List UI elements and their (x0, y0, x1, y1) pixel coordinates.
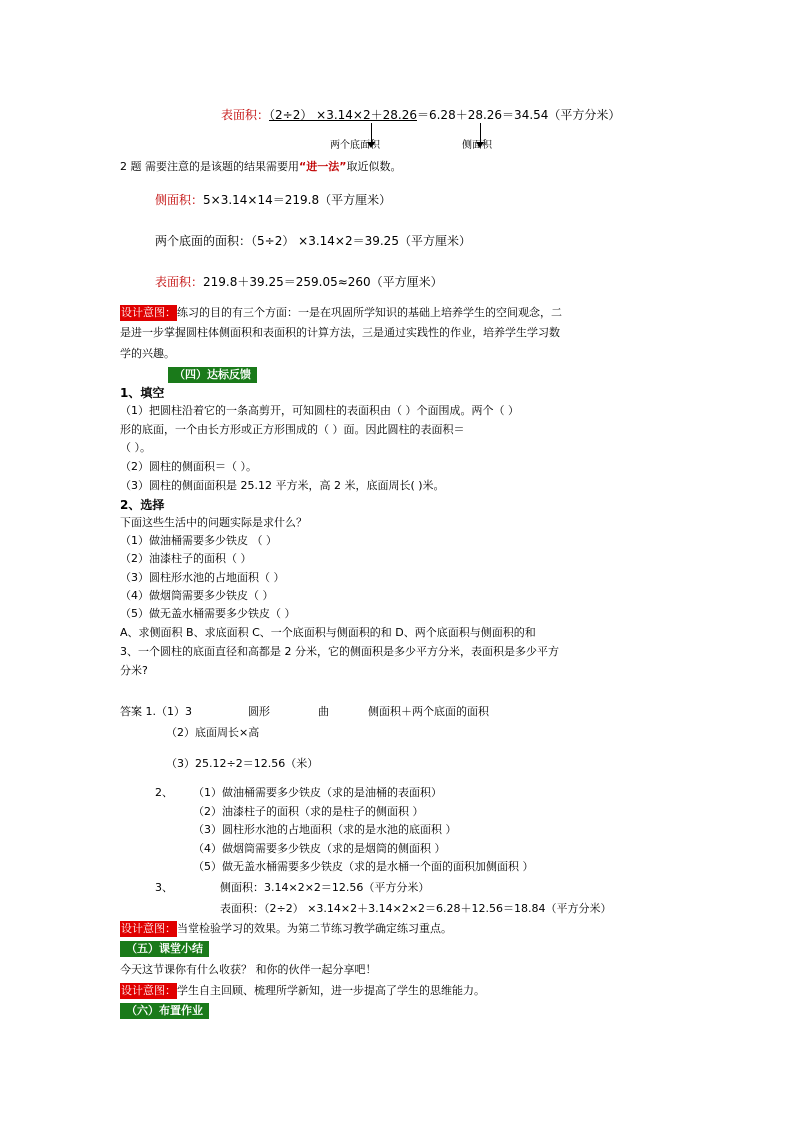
q2-lateral-label: 侧面积： (155, 193, 204, 207)
q2-surface (155, 274, 443, 290)
answer-1-2: （2）底面周长×高 (166, 726, 260, 739)
design-intent-2-text: 当堂检验学习的效果。为第二节练习教学确定练习重点。 (177, 922, 452, 935)
choice-item-5: （5）做无盖水桶需要多少铁皮（ ） (120, 607, 296, 620)
fill-line-1: （1）把圆柱沿着它的一条高剪开，可知圆柱的表面积由（ ）个面围成。两个（ ） (120, 404, 519, 417)
section-5-heading (120, 941, 209, 957)
choice-item-4: （4）做烟筒需要多少铁皮（ ） (120, 589, 274, 602)
design-intent-3-tag: 设计意图： (121, 984, 176, 997)
design-intent-1-line3: 学的兴趣。 (120, 347, 175, 360)
answer-2-1: （1）做油桶需要多少铁皮（求的是油桶的表面积） (193, 786, 442, 799)
answer-3-num: 3、 (155, 881, 173, 894)
fill-line-5: （3）圆柱的侧面面积是 25.12 平方米，高 2 米，底面周长( )米。 (120, 479, 445, 492)
q2-surface-label: 表面积： (155, 275, 204, 289)
q2-intro-text: 2 题 需要注意的是该题的结果需要用 (120, 160, 299, 173)
q2-surface-value: 219.8＋39.25＝259.05≈260（平方厘米） (203, 275, 443, 289)
q2-intro (120, 159, 401, 175)
annotation-two-bases: 两个底面积 (330, 140, 380, 151)
annotation-lateral: 侧面积 (462, 140, 492, 151)
answer-1-d: 侧面积＋两个底面的面积 (368, 705, 489, 718)
choice-item-3: （3）圆柱形水池的占地面积（ ） (120, 571, 285, 584)
choice-item-2: （2）油漆柱子的面积（ ） (120, 552, 252, 565)
design-intent-2 (120, 921, 452, 937)
fill-line-3: （ ）。 (120, 441, 151, 454)
answer-1-3: （3）25.12÷2＝12.56（米） (166, 757, 319, 770)
q2-lateral-value: 5×3.14×14＝219.8（平方厘米） (203, 193, 392, 207)
choice-heading: 2、选择 (120, 498, 165, 512)
design-intent-1-line1 (120, 305, 562, 321)
answer-3-lateral: 侧面积：3.14×2×2＝12.56（平方分米） (220, 881, 430, 894)
design-intent-3 (120, 983, 485, 999)
q2-intro-quote: “进一法” (299, 160, 347, 173)
fill-heading: 1、填空 (120, 386, 165, 400)
answer-2-num: 2、 (155, 786, 173, 799)
q3-line1: 3、一个圆柱的底面直径和高都是 2 分米，它的侧面积是多少平方分米，表面积是多少平方 (120, 645, 559, 658)
choice-options: A、求侧面积 B、求底面积 C、一个底面积与侧面积的和 D、两个底面积与侧面积的和 (120, 626, 536, 639)
formula-top-rest: ＝6.28＋28.26＝34.54（平方分米） (416, 108, 621, 122)
answer-1-c: 曲 (318, 705, 329, 718)
section-4-title: （四）达标反馈 (168, 367, 257, 383)
formula-top-line (221, 107, 620, 123)
fill-line-2: 形的底面，一个由长方形或正方形围成的（ ）面。因此圆柱的表面积＝ (120, 423, 465, 436)
q2-bases: 两个底面的面积：（5÷2） ×3.14×2＝39.25（平方厘米） (155, 234, 471, 248)
answer-1-label: 答案 1.（1）3 (120, 705, 192, 718)
summary-line: 今天这节课你有什么收获？ 和你的伙伴一起分享吧！ (120, 963, 377, 976)
answer-2-4: （4）做烟筒需要多少铁皮（求的是烟筒的侧面积 ） (193, 842, 446, 855)
design-intent-1-line2: 是进一步掌握圆柱体侧面积和表面积的计算方法，三是通过实践性的作业，培养学生学习数 (120, 326, 560, 339)
section-6-title: （六）布置作业 (120, 1003, 209, 1019)
choice-intro: 下面这些生活中的问题实际是求什么？ (120, 516, 307, 529)
answer-2-5: （5）做无盖水桶需要多少铁皮（求的是水桶一个面的面积加侧面积 ） (193, 860, 534, 873)
q3-line2: 分米? (120, 664, 148, 677)
answer-2-2: （2）油漆柱子的面积（求的是柱子的侧面积 ） (193, 805, 424, 818)
answer-1-b: 圆形 (248, 705, 270, 718)
section-6-heading (120, 1003, 209, 1019)
answer-3-surface: 表面积：（2÷2） ×3.14×2＋3.14×2×2＝6.28＋12.56＝18.84（平方分米） (220, 902, 612, 915)
answer-2-3: （3）圆柱形水池的占地面积（求的是水池的底面积 ） (193, 823, 457, 836)
design-intent-1-text1: 练习的目的有三个方面：一是在巩固所学知识的基础上培养学生的空间观念，二 (177, 306, 562, 319)
section-4-heading (168, 367, 257, 383)
design-intent-tag: 设计意图： (121, 306, 176, 319)
design-intent-3-text: 学生自主回顾、梳理所学新知，进一步提高了学生的思维能力。 (177, 984, 485, 997)
formula-top-label: 表面积： (221, 108, 270, 122)
q2-intro-end: 取近似数。 (346, 160, 402, 173)
q2-lateral (155, 192, 391, 208)
choice-item-1: （1）做油桶需要多少铁皮 （ ） (120, 534, 277, 547)
formula-top-underlined: （2÷2） ×3.14×2＋28.26 (269, 108, 417, 122)
fill-line-4: （2）圆柱的侧面积＝（ ）。 (120, 460, 257, 473)
section-5-title: （五）课堂小结 (120, 941, 209, 957)
design-intent-2-tag: 设计意图： (121, 922, 176, 935)
